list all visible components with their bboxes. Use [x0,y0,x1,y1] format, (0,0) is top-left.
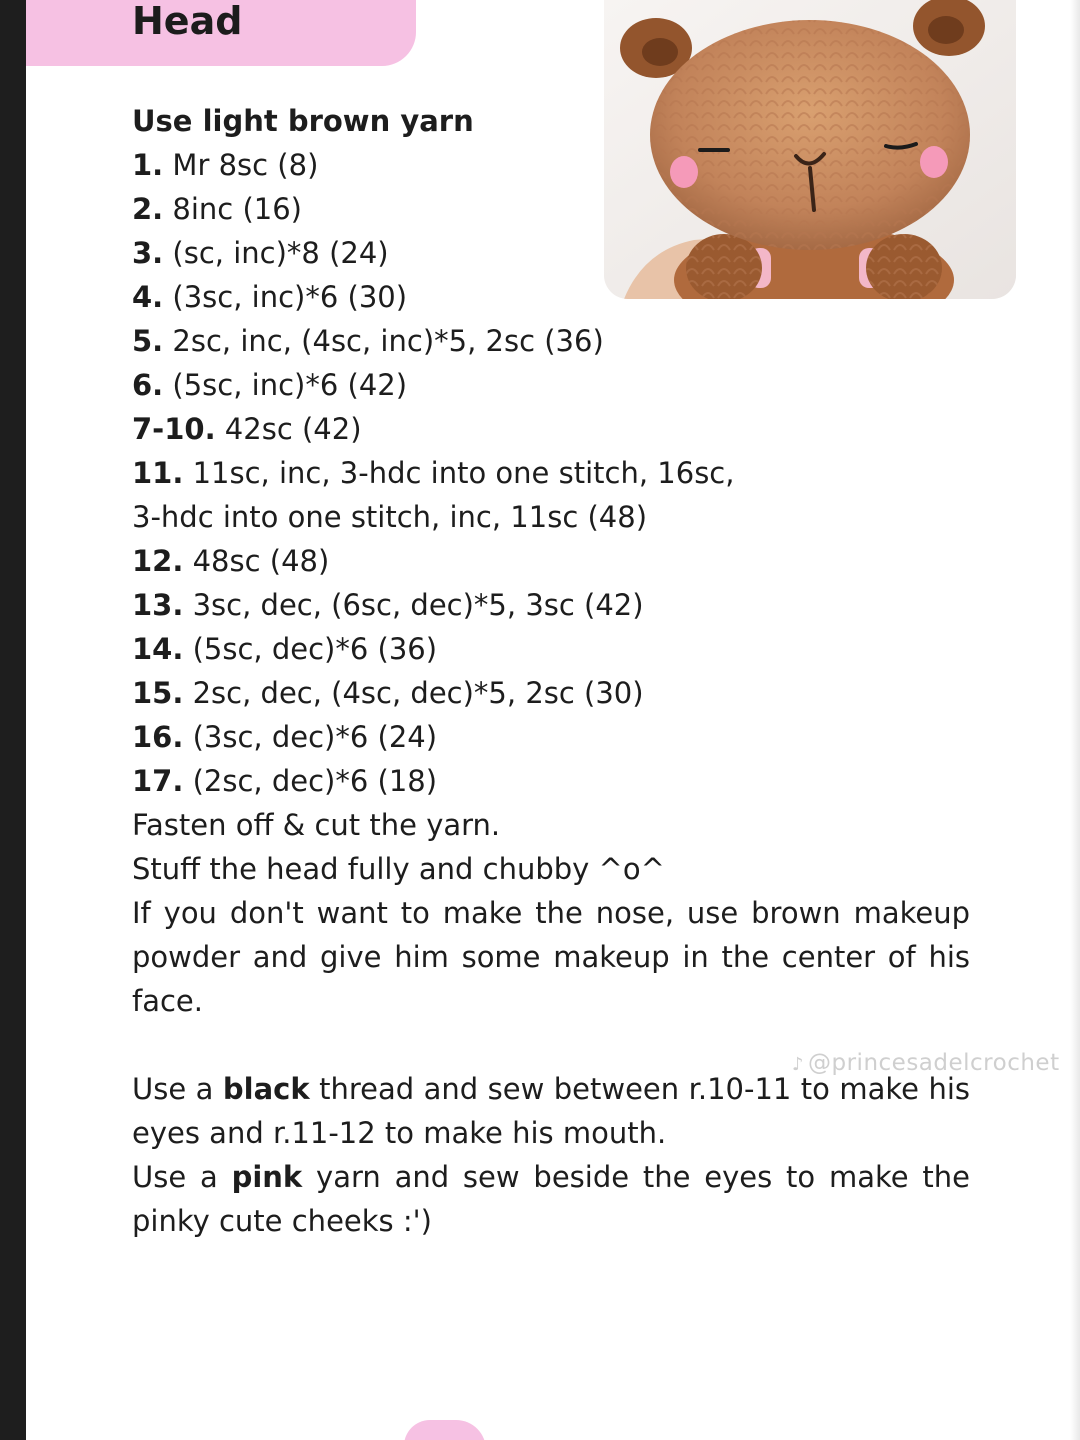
section-title: Head [132,0,243,43]
watermark-text: @princesadelcrochet [808,1050,1060,1076]
cheeks-note-before: Use a [132,1160,232,1194]
step-number: 7-10. [132,412,216,446]
cheeks-note-after: yarn and sew beside the eyes to make the pinky cute cheeks :') [132,1160,970,1238]
page-edge-shade [1070,0,1080,1440]
pattern-step [132,539,970,583]
step-number: 4. [132,280,164,314]
step-text: 3sc, dec, (6sc, dec)*5, 3sc (42) [183,588,644,622]
step-text: (3sc, inc)*6 (30) [163,280,408,314]
cheeks-note-color: pink [231,1160,303,1194]
pattern-page [26,0,1080,1440]
pattern-step [132,627,970,671]
pattern-step [132,319,970,363]
watermark [792,1050,1060,1076]
stuff-note: Stuff the head fully and chubby ^o^ [132,852,665,886]
step-text: (2sc, dec)*6 (18) [183,764,438,798]
step-text: 8inc (16) [163,192,303,226]
eyes-note-color: black [222,1072,310,1106]
step-number: 17. [132,764,184,798]
step-text: (5sc, inc)*6 (42) [163,368,408,402]
step-number: 11. [132,456,184,490]
step-number: 12. [132,544,184,578]
step-number: 16. [132,720,184,754]
tiktok-icon: ♪ [792,1054,804,1075]
step-number: 3. [132,236,164,270]
yarn-instruction: Use light brown yarn [132,104,474,138]
eyes-note-before: Use a [132,1072,223,1106]
pattern-step [132,583,970,627]
next-section-tab [404,1420,486,1440]
step-number: 6. [132,368,164,402]
step-text: 11sc, inc, 3-hdc into one stitch, 16sc, [183,456,735,490]
step-number: 14. [132,632,184,666]
pattern-step [132,451,970,495]
step-text: 3-hdc into one stitch, inc, 11sc (48) [132,500,648,534]
eyes-note-after: thread and sew between r.10-11 to make his eyes and r.11-12 to make his mouth. [132,1072,970,1150]
pattern-step [132,407,970,451]
step-number: 15. [132,676,184,710]
step-number: 2. [132,192,164,226]
fasten-off-note: Fasten off & cut the yarn. [132,808,501,842]
eyes-note [132,1067,970,1155]
pattern-step [132,759,970,803]
pattern-step-continuation [132,495,970,539]
pattern-step [132,143,970,187]
step-number: 1. [132,148,164,182]
step-text: 42sc (42) [215,412,362,446]
pattern-step [132,363,970,407]
step-text: 48sc (48) [183,544,330,578]
pattern-step [132,671,970,715]
step-text: 2sc, dec, (4sc, dec)*5, 2sc (30) [183,676,644,710]
step-text: 2sc, inc, (4sc, inc)*5, 2sc (36) [163,324,604,358]
step-number: 5. [132,324,164,358]
step-text: Mr 8sc (8) [163,148,319,182]
pattern-step [132,275,970,319]
step-text: (sc, inc)*8 (24) [163,236,389,270]
pattern-step [132,231,970,275]
pattern-step [132,187,970,231]
step-text: (5sc, dec)*6 (36) [183,632,438,666]
step-text: (3sc, dec)*6 (24) [183,720,438,754]
step-number: 13. [132,588,184,622]
pattern-step [132,715,970,759]
nose-note: If you don't want to make the nose, use brown makeup powder and give him some makeup in the center of his face. [132,896,970,1018]
cheeks-note [132,1155,970,1243]
